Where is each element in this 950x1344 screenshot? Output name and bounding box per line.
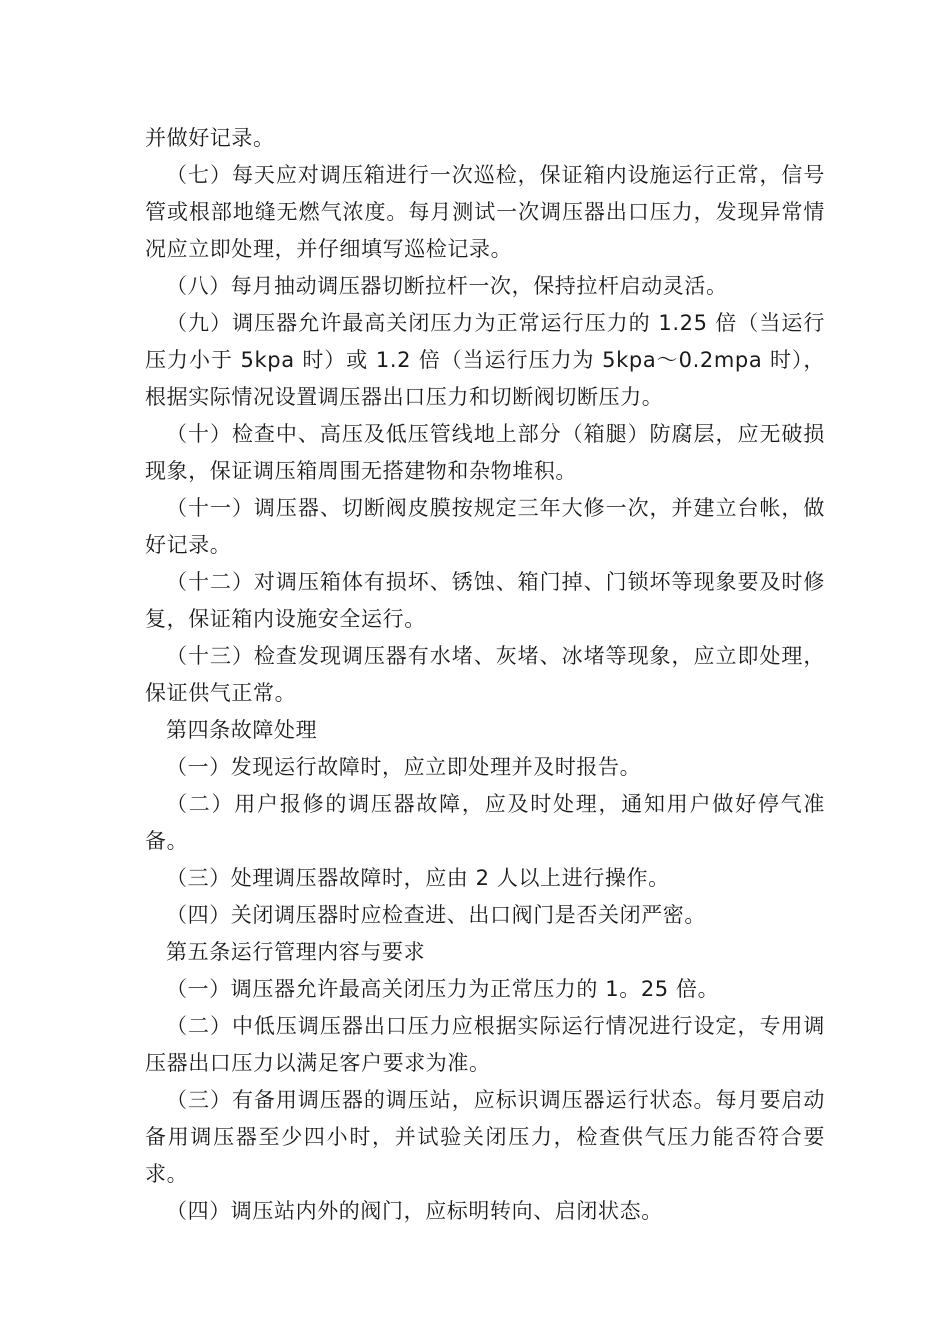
paragraph-item-11: （十一）调压器、切断阀皮膜按规定三年大修一次，并建立台帐，做好记录。 [145, 496, 825, 557]
section-heading-article-4: 第四条故障处理 [166, 718, 318, 742]
paragraph-article-5-item-4: （四）调压站内外的阀门，应标明转向、启闭状态。 [166, 1199, 663, 1223]
paragraph-item-13: （十三）检查发现调压器有水堵、灰堵、冰堵等现象，应立即处理，保证供气正常。 [145, 644, 825, 705]
paragraph-item-10: （十）检查中、高压及低压管线地上部分（箱腿）防腐层，应无破损现象，保证调压箱周围无搭建物和杂物堆积。 [145, 422, 825, 483]
document-body [145, 120, 825, 1230]
paragraph-article-4-item-2: （二）用户报修的调压器故障，应及时处理，通知用户做好停气准备。 [145, 792, 825, 853]
paragraph-article-4-item-3: （三）处理调压器故障时，应由 2 人以上进行操作。 [166, 866, 670, 890]
paragraph-article-5-item-1: （一）调压器允许最高关闭压力为正常压力的 1。25 倍。 [166, 977, 720, 1001]
paragraph-item-9: （九）调压器允许最高关闭压力为正常运行压力的 1.25 倍（当运行压力小于 5kpa 时）或 1.2 倍（当运行压力为 5kpa～0.2mpa 时），根据实际情况设置调压器出口压力和切断阀切断压力。 [145, 311, 825, 409]
paragraph-item-12: （十二）对调压箱体有损坏、锈蚀、箱门掉、门锁坏等现象要及时修复，保证箱内设施安全运行。 [145, 570, 825, 631]
section-heading-article-5: 第五条运行管理内容与要求 [166, 940, 426, 964]
paragraph-article-5-item-3: （三）有备用调压器的调压站，应标识调压器运行状态。每月要启动备用调压器至少四小时，并试验关闭压力，检查供气压力能否符合要求。 [145, 1088, 825, 1186]
paragraph-article-4-item-4: （四）关闭调压器时应检查进、出口阀门是否关闭严密。 [166, 903, 706, 927]
paragraph-item-8: （八）每月抽动调压器切断拉杆一次，保持拉杆启动灵活。 [166, 274, 728, 298]
paragraph-item-7: （七）每天应对调压箱进行一次巡检，保证箱内设施运行正常，信号管或根部地缝无燃气浓度。每月测试一次调压器出口压力，发现异常情况应立即处理，并仔细填写巡检记录。 [145, 163, 825, 261]
paragraph-article-4-item-1: （一）发现运行故障时，应立即处理并及时报告。 [166, 755, 642, 779]
paragraph-continuation: 并做好记录。 [145, 126, 275, 150]
paragraph-article-5-item-2: （二）中低压调压器出口压力应根据实际运行情况进行设定，专用调压器出口压力以满足客户要求为准。 [145, 1014, 825, 1075]
